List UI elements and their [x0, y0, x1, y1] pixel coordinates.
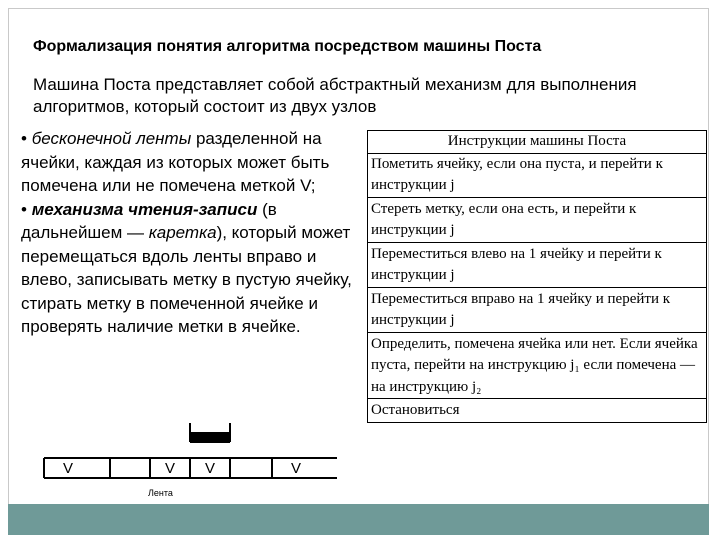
instructions-table [367, 130, 707, 423]
tape-label: Лента [148, 488, 173, 498]
head-paragraph [21, 198, 361, 339]
carriage-icon [190, 423, 230, 443]
slide-bottom-bar [8, 504, 709, 535]
slide-title: Формализация понятия алгоритма посредством машины Поста [33, 38, 542, 55]
tape-diagram [40, 418, 340, 502]
instruction-stop: Остановиться [368, 399, 707, 423]
tape-mark: V [204, 460, 216, 477]
table-row [368, 332, 707, 399]
instruction-left: Переместиться влево на 1 ячейку и перейти к инструкции j [368, 242, 707, 287]
machine-description [21, 127, 361, 339]
bullet: • [21, 129, 32, 148]
head-description-start: (в дальнейшем — [21, 199, 277, 242]
tape-paragraph [21, 127, 361, 198]
tape-mark: V [164, 460, 176, 477]
tape-description: разделенной на ячейки, каждая из которых может быть помечена или не помечена меткой V; [21, 129, 330, 195]
table-row [368, 399, 707, 423]
carriage-term: каретка [148, 223, 217, 242]
head-term: механизма чтения-записи [31, 199, 258, 219]
instruction-check: Определить, помечена ячейка или нет. Если ячейка пуста, перейти на инструкцию j₁ если помечена — на инструкцию j₂ [368, 332, 707, 399]
table-row [368, 197, 707, 242]
table-header-row [368, 131, 707, 154]
table-row [368, 153, 707, 197]
instruction-erase: Стереть метку, если она есть, и перейти к инструкции j [368, 197, 707, 242]
intro-text: Машина Поста представляет собой абстрактный механизм для выполнения алгоритмов, который состоит из двух узлов [33, 75, 637, 116]
tape-mark: V [62, 460, 74, 477]
instruction-mark: Пометить ячейку, если она пуста, и перейти к инструкции j [368, 153, 707, 197]
tape-term: бесконечной ленты [31, 129, 192, 148]
bullet: • [21, 199, 32, 219]
head-description: ), который может перемещаться вдоль ленты вправо и влево, записывать метку в пустую ячейку, стирать метку в помеченной ячейке и проверять наличие метки в ячейке. [21, 223, 352, 336]
instruction-right: Переместиться вправо на 1 ячейку и перейти к инструкции j [368, 287, 707, 332]
table-row [368, 287, 707, 332]
table-row [368, 242, 707, 287]
tape-mark: V [290, 460, 302, 477]
table-header: Инструкции машины Поста [368, 131, 707, 154]
